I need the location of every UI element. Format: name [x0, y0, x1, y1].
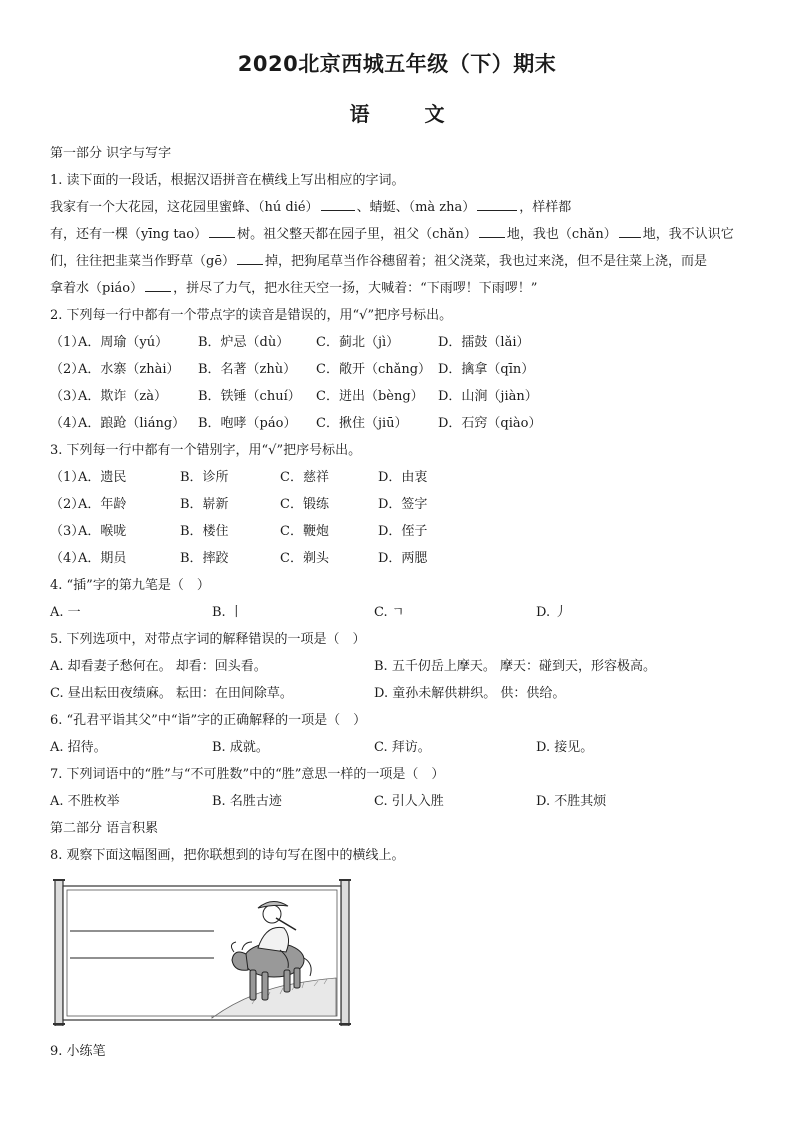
q1-blank-piao[interactable]: [145, 277, 171, 292]
q3-row-number: （3）: [50, 524, 85, 539]
q1-stem: 1. 读下面的一段话，根据汉语拼音在横线上写出相应的字词。: [50, 173, 405, 188]
page-title: 2020北京西城五年级（下）期末: [237, 52, 557, 76]
q3-option-b[interactable]: B．楼住: [180, 524, 229, 539]
subject-title: [0, 98, 794, 127]
q7-option-b[interactable]: B. 名胜古迹: [212, 794, 282, 809]
q3-option-b[interactable]: B．摔跤: [180, 551, 229, 566]
q9-stem: 9. 小练笔: [50, 1044, 106, 1059]
q2-row: [50, 329, 750, 356]
q1-line-1: [50, 194, 750, 221]
q3-option-a[interactable]: A．遗民: [78, 470, 127, 485]
part2-heading: 第二部分 语言积累: [50, 821, 159, 836]
q3-row: [50, 518, 750, 545]
q1-blank-hudie[interactable]: [321, 196, 355, 211]
q2-option-c[interactable]: C．蓟北（jì）: [316, 335, 400, 350]
subject-char-1: 语: [349, 102, 370, 126]
q5-option-c[interactable]: C. 昼出耘田夜绩麻。 耘田：在田间除草。: [50, 686, 293, 701]
q1-text: 地，我不认识它: [642, 227, 734, 242]
q2-stem: 2. 下列每一行中都有一个带点字的读音是错误的，用“√”把序号标出。: [50, 308, 453, 323]
q2-option-a[interactable]: A．踉跄（liáng）: [78, 416, 186, 431]
q2-option-c[interactable]: C．揪住（jiū）: [316, 416, 408, 431]
q2-option-b[interactable]: B．铁锤（chuí）: [198, 389, 301, 404]
q5-option-a[interactable]: A. 却看妻子愁何在。 却看：回头看。: [50, 659, 267, 674]
q4-option-a[interactable]: A. 一: [50, 605, 81, 620]
q7-option-c[interactable]: C. 引人入胜: [374, 794, 444, 809]
q5-options-row-1: [50, 653, 750, 680]
q7-option-a[interactable]: A. 不胜枚举: [50, 794, 120, 809]
scroll-right-roller: [341, 880, 349, 1026]
q2-option-b[interactable]: B．咆哮（páo）: [198, 416, 297, 431]
q1-blank-mazha[interactable]: [477, 196, 517, 211]
q8-scroll-illustration: [52, 878, 352, 1026]
q3-stem: 3. 下列每一行中都有一个错别字，用“√”把序号标出。: [50, 443, 362, 458]
q6-option-a[interactable]: A. 招待。: [50, 740, 107, 755]
q5-options-row-2: [50, 680, 750, 707]
q1-blank-chan-1[interactable]: [479, 223, 505, 238]
q1-blank-chan-2[interactable]: [619, 223, 641, 238]
q5-stem: 5. 下列选项中，对带点字词的解释错误的一项是（ ）: [50, 632, 366, 647]
q3-row-number: （4）: [50, 551, 85, 566]
q1-blank-yingtao[interactable]: [209, 223, 235, 238]
q6-option-b[interactable]: B. 成就。: [212, 740, 269, 755]
q6-options: [50, 734, 750, 761]
q3-option-a[interactable]: A．期员: [78, 551, 127, 566]
q2-option-d[interactable]: D．擂鼓（lǎi）: [438, 335, 530, 350]
q1-text: 拿着水（piáo）: [50, 281, 144, 296]
q5-option-d[interactable]: D. 童孙未解供耕织。 供：供给。: [374, 686, 566, 701]
q1-blank-ge[interactable]: [237, 250, 263, 265]
q1-line-2: [50, 221, 750, 248]
q2-row: [50, 410, 750, 437]
q2-option-c[interactable]: C．迸出（bèng）: [316, 389, 424, 404]
q8-stem: 8. 观察下面这幅图画，把你联想到的诗句写在图中的横线上。: [50, 848, 405, 863]
q3-option-d[interactable]: D．两腮: [378, 551, 428, 566]
q2-row: [50, 356, 750, 383]
q2-row: [50, 383, 750, 410]
q1-line-3: [50, 248, 750, 275]
q2-option-d[interactable]: D．山涧（jiàn）: [438, 389, 538, 404]
q1-text: ，拼尽了力气，把水往天空一扬，大喊着：“下雨啰！下雨啰！”: [173, 281, 538, 296]
subject-char-2: 文: [424, 102, 445, 126]
q2-option-b[interactable]: B．名著（zhù）: [198, 362, 297, 377]
q5-option-b[interactable]: B. 五千仞岳上摩天。 摩天：碰到天，形容极高。: [374, 659, 656, 674]
q2-option-a[interactable]: A．周瑜（yú）: [78, 335, 169, 350]
q7-stem: 7. 下列词语中的“胜”与“不可胜数”中的“胜”意思一样的一项是（ ）: [50, 767, 445, 782]
q2-option-a[interactable]: A．欺诈（zà）: [78, 389, 167, 404]
q3-row-number: （2）: [50, 497, 85, 512]
q1-text: 有，还有一棵（yīng tao）: [50, 227, 208, 242]
q4-options: [50, 599, 750, 626]
q2-option-b[interactable]: B．炉忌（dù）: [198, 335, 290, 350]
q2-option-c[interactable]: C．敞开（chǎng）: [316, 362, 432, 377]
q4-option-c[interactable]: C. ㄱ: [374, 605, 405, 620]
q2-row-number: （2）: [50, 362, 85, 377]
q2-option-a[interactable]: A．水寨（zhài）: [78, 362, 180, 377]
q3-row: [50, 545, 750, 572]
q2-option-d[interactable]: D．擒拿（qīn）: [438, 362, 535, 377]
q1-text: 们，往往把韭菜当作野草（gē）: [50, 254, 236, 269]
q1-text: 、蜻蜓、（mà zha）: [356, 200, 476, 215]
q2-row-number: （1）: [50, 335, 85, 350]
q3-row: [50, 464, 750, 491]
q2-row-number: （4）: [50, 416, 85, 431]
q1-text: ，样样都: [519, 200, 572, 215]
q4-option-b[interactable]: B. 丨: [212, 605, 243, 620]
q7-option-d[interactable]: D. 不胜其烦: [536, 794, 607, 809]
q1-text: 树。祖父整天都在园子里，祖父（chǎn）: [237, 227, 477, 242]
q3-row-number: （1）: [50, 470, 85, 485]
q1-text: 地，我也（chǎn）: [506, 227, 617, 242]
exam-content: [50, 140, 750, 869]
q6-option-d[interactable]: D. 接见。: [536, 740, 594, 755]
q3-option-b[interactable]: B．诊所: [180, 470, 229, 485]
q3-option-c[interactable]: C．慈祥: [280, 470, 329, 485]
q2-option-d[interactable]: D．石窍（qiào）: [438, 416, 542, 431]
q3-option-d[interactable]: D．由衷: [378, 470, 428, 485]
q3-option-c[interactable]: C．剃头: [280, 551, 329, 566]
q2-row-number: （3）: [50, 389, 85, 404]
q3-row: [50, 491, 750, 518]
q3-option-a[interactable]: A．喉咙: [78, 524, 127, 539]
q6-stem: 6. “孔君平诣其父”中“诣”字的正确解释的一项是（ ）: [50, 713, 367, 728]
q3-option-b[interactable]: B．崭新: [180, 497, 229, 512]
q1-line-4: [50, 275, 750, 302]
q1-text: 我家有一个大花园，这花园里蜜蜂、（hú dié）: [50, 200, 319, 215]
q1-text: 掉，把狗尾草当作谷穗留着；祖父浇菜，我也过来浇，但不是往菜上浇，而是: [265, 254, 708, 269]
scroll-left-roller: [55, 880, 63, 1026]
q3-option-c[interactable]: C．鞭炮: [280, 524, 329, 539]
q3-option-a[interactable]: A．年龄: [78, 497, 127, 512]
q3-option-c[interactable]: C．锻练: [280, 497, 329, 512]
q3-option-d[interactable]: D．签字: [378, 497, 428, 512]
q4-stem: 4. “插”字的第九笔是（ ）: [50, 578, 210, 593]
q4-option-d[interactable]: D. 丿: [536, 605, 568, 620]
q3-option-d[interactable]: D．侄子: [378, 524, 428, 539]
q6-option-c[interactable]: C. 拜访。: [374, 740, 431, 755]
part1-heading: 第一部分 识字与写字: [50, 146, 172, 161]
q7-options: [50, 788, 750, 815]
